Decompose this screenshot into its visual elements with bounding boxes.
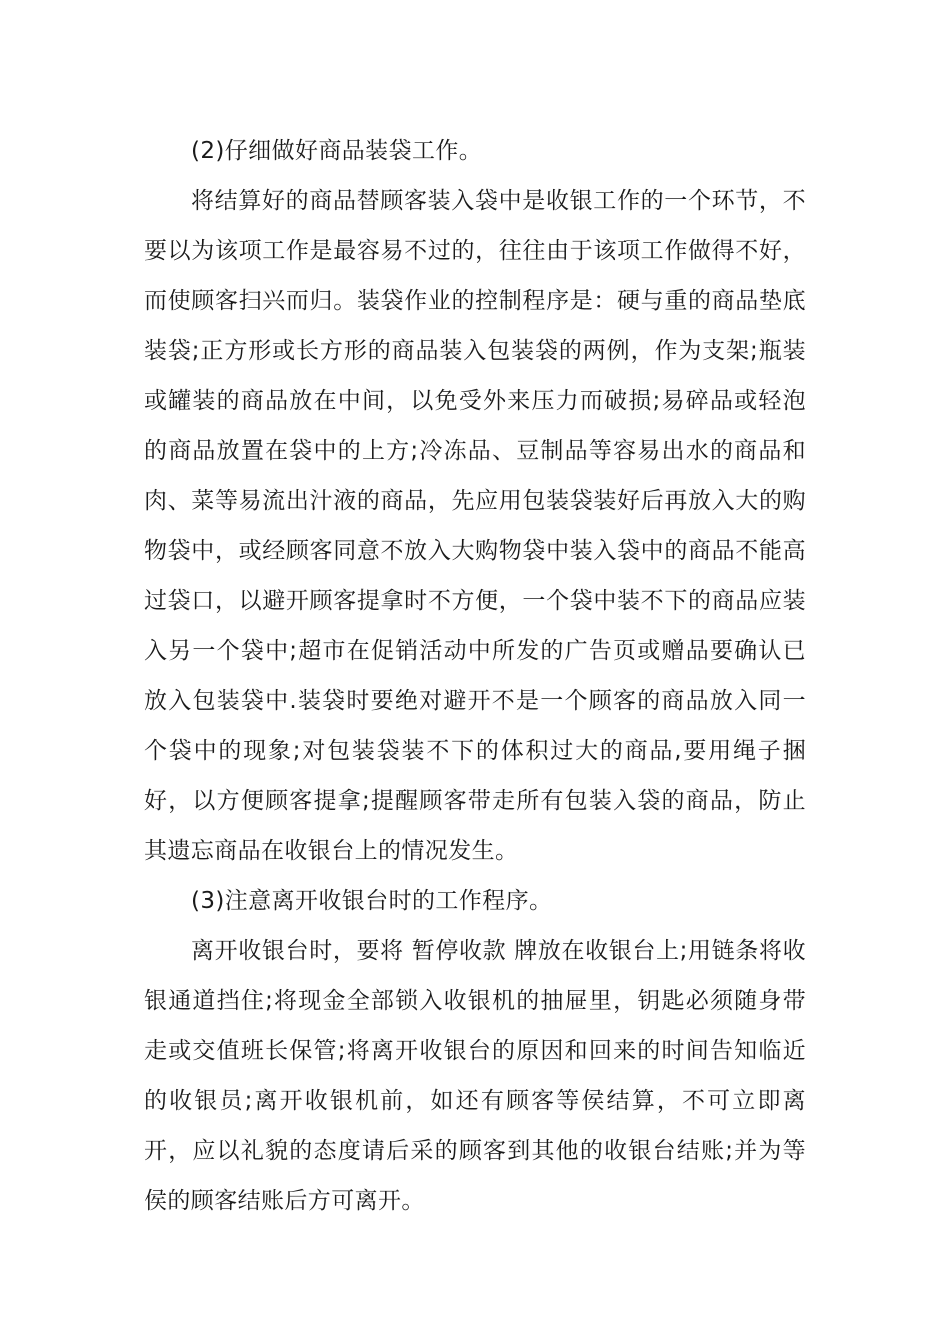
section-3-heading: (3)注意离开收银台时的工作程序。 bbox=[191, 888, 553, 914]
document-body bbox=[144, 126, 806, 1226]
section-2-heading: (2)仔细做好商品装袋工作。 bbox=[191, 138, 483, 164]
section-3-paragraph: 离开收银台时，要将 暂停收款 牌放在收银台上;用链条将收银通道挡住;将现金全部锁入收银机的抽屉里，钥匙必须随身带走或交值班长保管;将离开收银台的原因和回来的时间告知临近的收银员;离开收银机前，如还有顾客等侯结算，不可立即离开，应以礼貌的态度请后采的顾客到其他的收银台结账;并为等侯的顾客结账后方可离开。 bbox=[144, 938, 806, 1214]
section-2-paragraph: 将结算好的商品替顾客装入袋中是收银工作的一个环节，不要以为该项工作是最容易不过的，往往由于该项工作做得不好，而使顾客扫兴而归。装袋作业的控制程序是：硬与重的商品垫底装袋;正方形或长方形的商品装入包装袋的两例，作为支架;瓶装或罐装的商品放在中间，以免受外来压力而破损;易碎品或轻泡的商品放置在袋中的上方;冷冻品、豆制品等容易出水的商品和肉、菜等易流出汁液的商品，先应用包装袋装好后再放入大的购物袋中，或经顾客同意不放入大购物袋中装入袋中的商品不能高过袋口，以避开顾客提拿时不方便，一个袋中装不下的商品应装入另一个袋中;超市在促销活动中所发的广告页或赠品要确认已放入包装袋中.装袋时要绝对避开不是一个顾客的商品放入同一个袋中的现象;对包装袋装不下的体积过大的商品,要用绳子捆好，以方便顾客提拿;提醒顾客带走所有包装入袋的商品，防止其遗忘商品在收银台上的情况发生。 bbox=[144, 188, 806, 864]
